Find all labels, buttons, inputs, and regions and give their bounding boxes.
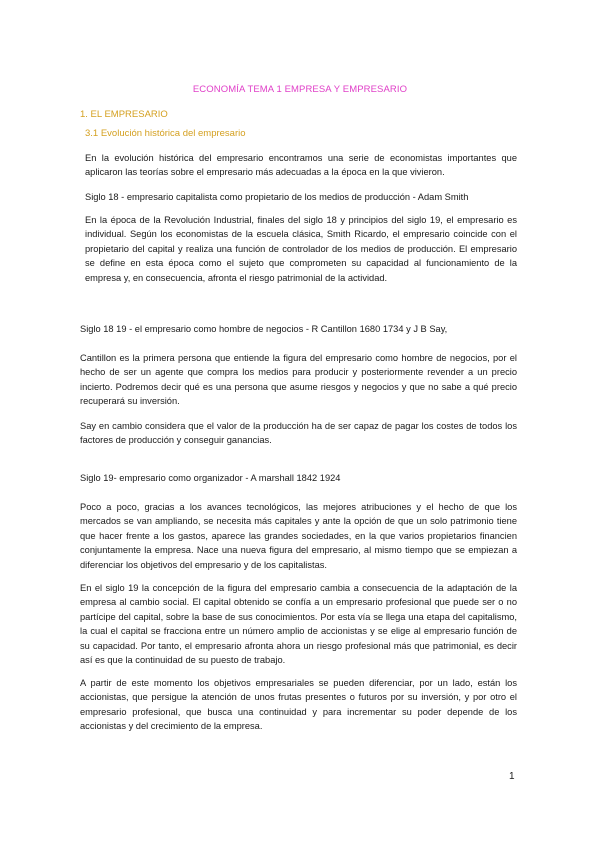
- section3-paragraph-2: En el siglo 19 la concepción de la figura del empresario cambia a consecuencia de la adaptación de la empresa al cambio social. El capital obtenido se confía a un empresario profesional que puede ser o no partícipe del capital, sobre la base de sus conocimientos. Por esta vía se llega una etapa del capitalismo, la cual el capital se fracciona entre un número amplio de accionistas y se elige al empresario función de su capacidad. Por tanto, el empresario afronta ahora un riesgo profesional más que patrimonial, es decir así es que la continuidad de su puesto de trabajo.: [80, 583, 517, 666]
- section2-paragraph-2: Say en cambio considera que el valor de la producción ha de ser capaz de pagar los costes de todos los factores de producción y conseguir ganancias.: [80, 421, 517, 446]
- document-title: ECONOMÍA TEMA 1 EMPRESA Y EMPRESARIO: [192, 84, 408, 95]
- heading-evolucion-historica: 3.1 Evolución histórica del empresario: [85, 128, 246, 139]
- heading-el-empresario: 1. EL EMPRESARIO: [80, 109, 168, 120]
- section3-paragraph-3: A partir de este momento los objetivos empresariales se pueden diferenciar, por un lado, están los accionistas, que persigue la atención de unos frutas presentes o futuros por su inversión, y por otro el empresario profesional, que busca una continuidad y para incrementar su poder depende de los accionistas y del crecimiento de la empresa.: [80, 678, 517, 732]
- section1-paragraph: En la época de la Revolución Industrial, finales del siglo 18 y principios del siglo 19, el empresario es individual. Según los economistas de la escuela clásica, Smith Ricardo, el empresario coincide con el propietario del capital y realiza una función de controlador de los medios de producción. El empresario se define en esta época como el sujeto que comprometen su capacidad al funcionamiento de la empresa y, en consecuencia, afronta el riesgo patrimonial de la actividad.: [85, 215, 517, 283]
- section3-paragraph-1: Poco a poco, gracias a los avances tecnológicos, las mejores atribuciones y el hecho de que los mercados se van ampliando, se necesita más capitales y ante la opción de que un solo patrimonio tiene que hacer frente a los gastos, aparece las grandes sociedades, en la que varios propietarios financien conjuntamente la empresa. Nace una nueva figura del empresario, al mismo tiempo que se empiezan a diferenciar los objetivos del empresario y de los capitalistas.: [80, 502, 517, 570]
- section1-title: Siglo 18 - empresario capitalista como propietario de los medios de producción - Adam Smith: [85, 192, 469, 202]
- section2-paragraph-1: Cantillon es la primera persona que entiende la figura del empresario como hombre de negocios, por el hecho de ser un agente que compra los medios para producir y posteriormente revender a un precio incierto. Podremos decir qué es una persona que asume riesgos y negocios y que no sabe a qué precio recuperará su inversión.: [80, 353, 517, 407]
- intro-paragraph: En la evolución histórica del empresario encontramos una serie de economistas importantes que aplicaron las teorías sobre el empresario más adecuadas a la época en la que vivieron.: [85, 153, 517, 178]
- page-number: 1: [509, 771, 515, 782]
- section2-title: Siglo 18 19 - el empresario como hombre de negocios - R Cantillon 1680 1734 y J B Say,: [80, 324, 448, 334]
- section3-title: Siglo 19- empresario como organizador - A marshall 1842 1924: [80, 473, 341, 483]
